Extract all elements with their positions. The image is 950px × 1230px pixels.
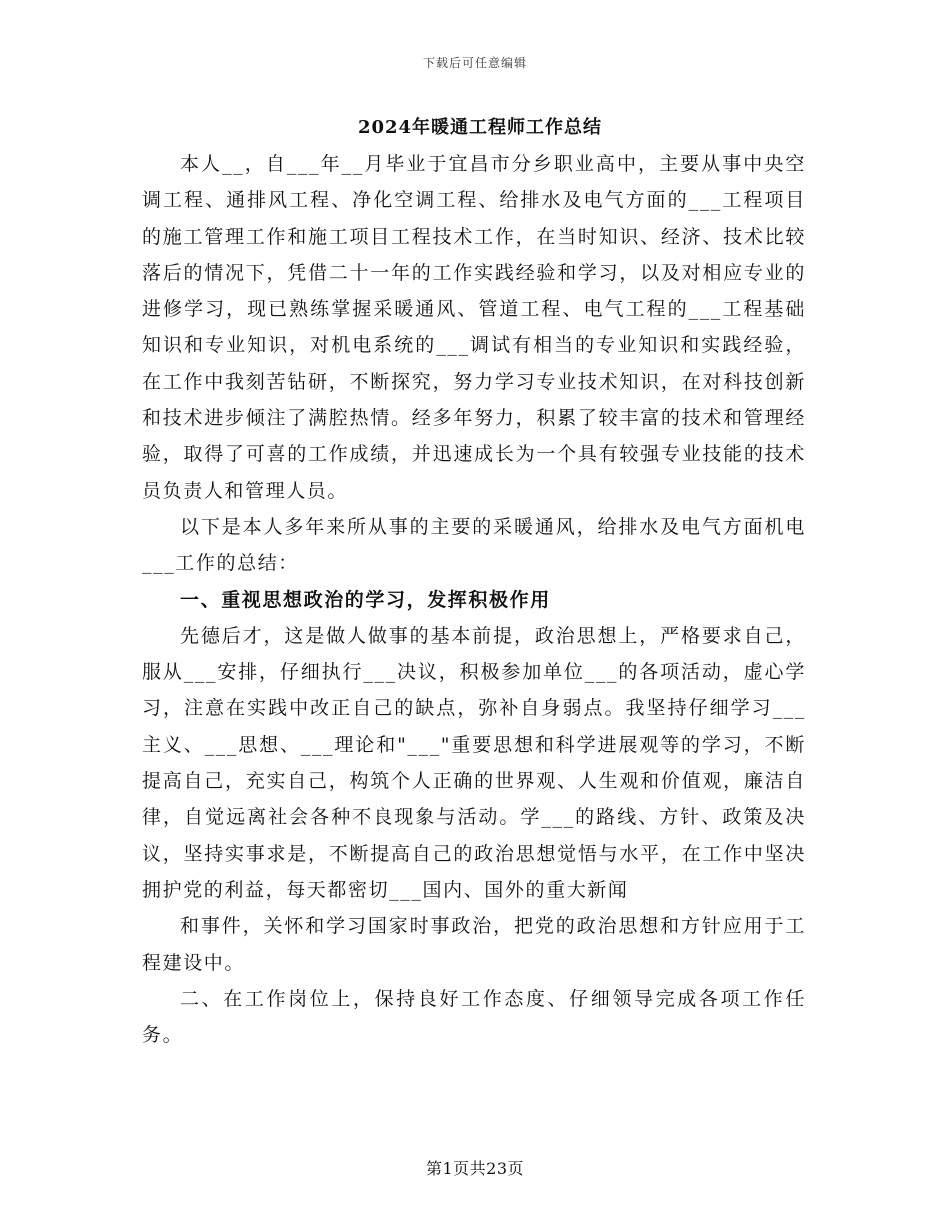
- section-1-continuation: 和事件，关怀和学习国家时事政治，把党的政治思想和方针应用于工程建设中。: [142, 915, 806, 974]
- document-title: 2024年暖通工程师工作总结: [357, 117, 603, 138]
- intro-paragraph: 本人__，自___年__月毕业于宜昌市分乡职业高中，主要从事中央空调工程、通排风工程、净化空调工程、给排水及电气方面的___工程项目的施工管理工作和施工项目工程技术工作，在当时知识、经济、技术比较落后的情况下，凭借二十一年的工作实践经验和学习，以及对相应专业的进修学习，现已熟练掌握采暖通风、管道工程、电气工程的___工程基础知识和专业知识，对机电系统的___调试有相当的专业知识和实践经验，在工作中我刻苦钻研，不断探究，努力学习专业技术知识，在对科技创新和技术进步倾注了满腔热情。经多年努力，积累了较丰富的技术和管理经验，取得了可喜的工作成绩，并迅速成长为一个具有较强专业技能的技术员负责人和管理人员。: [142, 153, 806, 502]
- section-1-paragraph: 先德后才，这是做人做事的基本前提，政治思想上，严格要求自己，服从___安排，仔细执行___决议，积极参加单位___的各项活动，虚心学习，注意在实践中改正自己的缺点，弥补自身弱点。我坚持仔细学习___主义、___思想、___理论和"___"重要思想和科学进展观等的学习，不断提高自己，充实自己，构筑个人正确的世界观、人生观和价值观，廉洁自律，自觉远离社会各种不良现象与活动。学___的路线、方针、政策及决议，坚持实事求是，不断提高自己的政治思想觉悟与水平，在工作中坚决拥护党的利益，每天都密切___国内、国外的重大新闻: [142, 624, 806, 901]
- section-1-heading: 一、重视思想政治的学习，发挥积极作用: [180, 588, 551, 611]
- summary-intro-paragraph: 以下是本人多年来所从事的主要的采暖通风，给排水及电气方面机电___工作的总结：: [142, 515, 806, 575]
- page-header-note: 下载后可任意编辑: [422, 56, 527, 70]
- page-footer-number: 第1页共23页: [425, 1159, 525, 1178]
- section-2-heading: 二、在工作岗位上，保持良好工作态度、仔细领导完成各项工作任务。: [142, 987, 806, 1047]
- document-body: [142, 110, 806, 1053]
